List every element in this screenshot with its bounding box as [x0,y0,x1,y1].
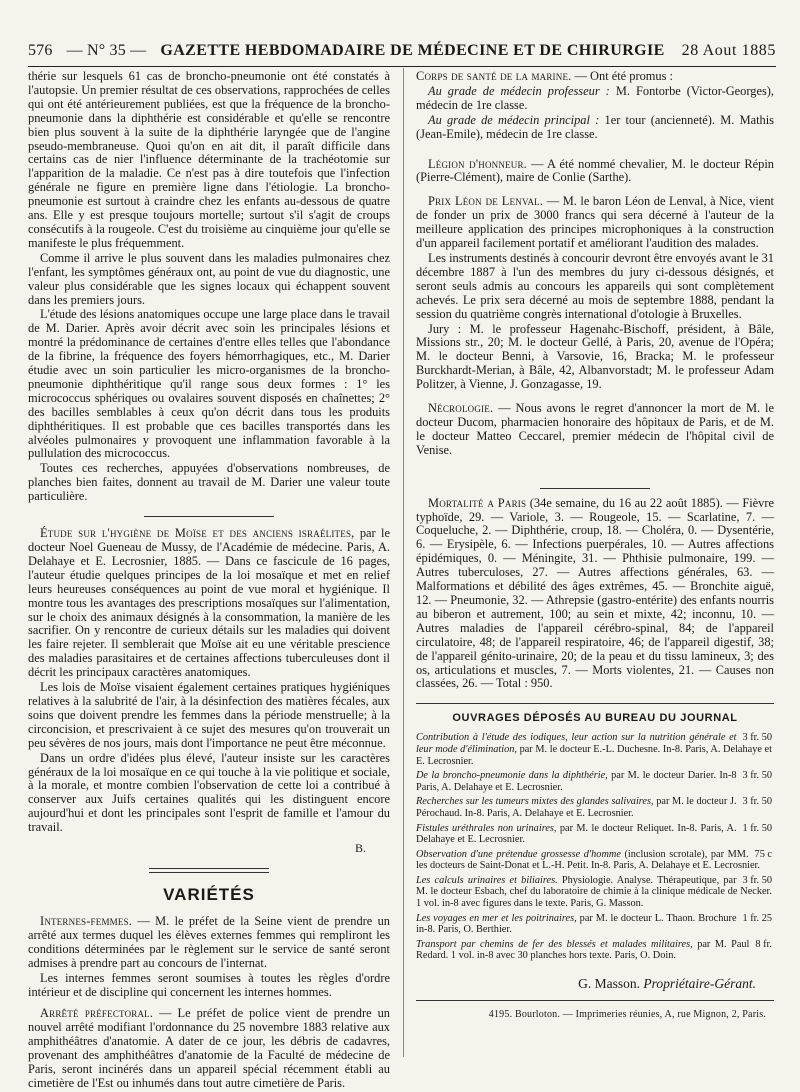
publisher-name: G. Masson. [578,976,641,992]
book-entry [416,875,774,910]
news-item-body: — Le préfet de police vient de prendre un nouvel arrêté modifiant l'ordonnance du 25 novembre 1883 relative aux amphithéâtres d'anatomie. A dater de ce jour, les débris de cadavres, provenant des amphithéâtres d'anatomie de la Faculté de médecine de Paris, seront incinérés dans un appareil spécial récemment établi au cimetière de l'Est ou inhumés dans tout autre cimetière de Paris. [28,1006,390,1090]
news-item [28,915,390,971]
book-details: par M. le docteur E.-L. Duchesne. In-8. Paris, A. Delahaye et E. Lecrosnier. [416,743,772,767]
author-signature: B. [354,841,366,856]
book-price: 75 c [754,848,772,860]
book-title: De la broncho-pneumonie dans la diphthérie, [416,770,608,782]
page-header [28,40,776,62]
news-item [416,402,774,458]
news-item-body: (34e semaine, du 16 au 22 août 1885). — Fièvre typhoïde, 29. — Variole, 3. — Rougeole, 15. — Scarlatine, 7. — Coqueluche, 2. — Diphthérie, croup, 18. — Choléra, 0. — Dysentérie, 6. — Erysipèle, 6. — Infections puerpérales, 10. — Autres affections épidémiques, 0. — Méningite, 31. — Phthisie pulmonaire, 199. — Autres tuberculoses, 27. — Autres affections générales, 63. — Malformations et débilité des âges extrêmes, 45. — Bronchite aiguë, 12. — Pneumonie, 32. — Athrepsie (gastro-entérite) des enfants nourris au biberon et autrement, 100; au sein et mixte, 42; inconnu, 10. — Autres maladies de l'appareil cérébro-spinal, 84; de l'appareil circulatoire, 48; de l'appareil respiratoire, 46; de l'appareil digestif, 38; de l'appareil génito-urinaire, 20; de la peau et du tissu lamineux, 3; des os, articulations et muscles, 7. — Morts violentes, 21. — Causes non classées, 26. — Total : 950. [416,495,774,691]
book-price: 1 fr. 50 [742,822,772,834]
book-price: 3 fr. 50 [742,732,772,744]
news-item-body: — Ont été promus : [571,69,673,83]
promotion-grade: Au grade de médecin principal : [428,112,600,127]
book-title: Contribution à l'étude des iodiques, leur action sur la nutrition générale et leur mode d'élimination, [416,732,737,755]
promotion-line [416,85,774,113]
news-item-body: — A été nommé chevalier, M. le docteur Répin (Pierre-Clément), maire de Conlie (Sarthe). [416,156,774,185]
book-price: 3 fr. 50 [742,796,772,808]
book-entry [416,913,774,936]
issue-date: 28 Aout 1885 [681,42,776,59]
column-divider [403,68,404,1057]
book-details: par M. le docteur L. Thaon. Brochure in-8. Paris, O. Berthier. [416,912,737,936]
book-details: par M. le docteur J. Pérochaud. In-8. Paris, A. Delahaye et E. Lecrosnier. [416,796,737,819]
right-column [416,70,774,1020]
book-entry [416,939,774,962]
news-item [416,158,774,186]
books-received-list [416,732,774,962]
book-entry [416,770,774,793]
article-paragraph: Dans un ordre d'idées plus élevé, l'auteur insiste sur les caractères généraux de la loi mosaïque en ce qui touche à la vie politique et sociale, à la morale, et montre combien l'observation de cette loi a contribué à conserver aux Juifs certaines qualités qui les distinguent encore aujourd'hui et dont les principales sont l'esprit de famille et l'amour du travail. [28,750,390,835]
book-price: 3 fr. 50 [742,874,772,886]
article-paragraph: L'étude des lésions anatomiques occupe une large place dans le travail de M. Darier. Après avoir décrit avec soin les principales lésions et montré la prédominance de certaines d'entre elles telles que l'abondance de la fibrine, la fréquence des foyers hémorrhagiques, etc., M. Darier étudie avec un soin particulier les micro-organismes de la broncho-pneumonie diphthéritique qu'il range sous deux formes : 1° les micrococcus sphériques ou ovalaires souvent disposés en chaînettes; 2° des bacilles semblables à ceux qu'on décrit dans tous les produits diphthéritiques. Il est probable que ces bacilles transportés dans les alvéoles pulmonaires y provoquent une inflammation favorable à la pullulation des micrococcus. [28,307,390,461]
book-entry [416,732,774,767]
article-paragraph: Comme il arrive le plus souvent dans les maladies pulmonaires chez l'enfant, les symptômes généraux ont, au point de vue du diagnostic, une valeur plus considérable que les signes locaux qui échappent souvent dans les premiers jours. [28,250,390,307]
news-item-title: Arrêté préfectoral. [40,1006,154,1021]
header-rule [28,66,776,67]
newspaper-page [28,0,776,1090]
section-heading-varietes: VARIÉTÉS [163,885,255,905]
review-body: par le docteur Noel Gueneau de Mussy, de l'Académie de médecine. Paris, A. Delahaye et E. Lecrosnier, 1885. — Dans ce fascicule de 16 pages, l'auteur étudie quelques principes de la loi mosaïque et met en relief leurs heureuses conséquences au point de vue moral et hygiénique. Il montre tous les avantages des prescriptions mosaïques sur l'alimentation, sur le choix des animaux désignés à la consommation, la manière de les sacrifier. On y rencontre de curieux détails sur les maladies qui doivent les faire rejeter. Il semblerait que Moïse ait eu une véritable prescience des maladies parasitaires et de certaines affections tuberculeuses dont il décrit les principaux caractères anatomiques. [28,526,390,680]
promotion-body: 1er tour (ancienneté). M. Mathis (Jean-Emile), médecin de 1re classe. [416,112,774,141]
publisher-role: Propriétaire-Gérant. [643,976,756,992]
book-details: par M. Paul Redard. 1 vol. in-8 avec 30 planches hors texte. Paris, O. Doin. [416,938,750,962]
page-number: 576 [28,42,53,59]
book-title: Les voyages en mer et les poitrinaires, [416,912,577,924]
section-rule [540,488,650,489]
news-item-title: Légion d'honneur. [428,156,527,171]
header-left [28,42,665,60]
news-item-body: — M. le baron Léon de Lenval, à Nice, vient de fonder un prix de 3000 francs qui sera décerné à l'auteur de la meilleure application des principes microphoniques à la construction d'un appareil facilement portatif et améliorant l'audition des malades. [416,194,774,251]
book-details: Physiologie. Analyse. Thérapeutique, par M. le docteur Esbach, chef du laboratoire de chimie à la clinique médicale de Necker. 1 vol. in-8 avec figures dans le texte. Paris, G. Masson. [416,874,772,910]
article-paragraph: Les internes femmes seront soumises à toutes les règles d'ordre intérieur et de discipline qui concernent les internes hommes. [28,970,390,999]
article-paragraph: Jury : M. le professeur Hagenahc-Bischoff, président, à Bâle, Missions str., 20; M. le docteur Gellé, à Paris, 20, avenue de l'Opéra; M. le docteur Benni, à Varsovie, 16, Bracka; M. le professeur Burckhardt-Merian, à Bâle, 42, Albanvorstadt; M. le professeur Adam Politzer, à Vienne, J. Gonzagasse, 19. [416,321,774,392]
news-item-body: — M. le préfet de la Seine vient de prendre un arrêté aux termes duquel les élèves externes femmes qui rempliront les conditions déterminées par le règlement sur le service de santé seront admises à prendre part au concours de l'internat. [28,914,390,970]
news-item [28,1007,390,1090]
books-received-heading: OUVRAGES DÉPOSÉS AU BUREAU DU JOURNAL [452,712,738,725]
promotion-grade: Au grade de médecin professeur : [428,83,610,98]
review-paragraph [28,527,390,680]
printer-imprint: 4195. Bourloton. — Imprimeries réunies, A, rue Mignon, 2, Paris. [488,1009,766,1021]
news-item-title: Prix Léon de Lenval. [428,194,544,209]
book-entry [416,796,774,819]
book-title: Observation d'une prétendue grossesse d'homme [416,848,621,860]
book-entry [416,823,774,846]
section-rule [149,868,269,873]
book-details: (inclusion scrotale), par MM. les docteurs de Saint-Donat et L.-H. Petit. In-8. Paris, A. Delahaye et E. Lecrosnier. [416,848,760,872]
book-price: 3 fr. 50 [742,770,772,782]
article-paragraph: thérie sur lesquels 61 cas de broncho-pneumonie ont été constatés à l'autopsie. Un premier résultat de ces observations, rapprochées de celles qui ont été antérieurement publiées, est que la fréquence de la broncho-pneumonie dans la diphthérie est considérable et qu'elle se rencontre bien plus souvent à la suite de la diphthérie laryngée que de l'angine pseudo-membraneuse. Quoi qu'on en ait dit, il paraît difficile dans certains cas de nier l'influence déterminante de la trachéotomie sur l'apparition de la maladie. Ce n'est pas à dire toutefois que l'infection générale ne figure en première ligne dans l'étiologie. La broncho-pneumonie est surtout à craindre chez les enfants au-dessous de quatre ans. Elle y est presque toujours mortelle; surtout s'il s'agit de croups consécutifs à la rougeole. C'est du troisième au cinquième jour qu'elle se manifeste le plus fréquemment. [28,69,390,250]
left-column [28,70,390,1092]
book-title: Recherches sur les tumeurs mixtes des glandes salivaires, [416,796,654,808]
footer-rule [416,1000,774,1001]
news-item-title: Corps de santé de la marine. [416,69,572,83]
news-item-title: Mortalité a Paris [428,495,527,510]
section-rule [416,703,774,704]
article-paragraph: Les lois de Moïse visaient également certaines pratiques hygiéniques relatives à la salubrité de l'air, à la désinfection des matières fécales, aux soins que doivent prendre les femmes dans la période menstruelle; à la circoncision, et prescrivaient à ce sujet des mesures qu'on trouverait un peu sévères de nos jours, mais dont l'importance ne peut être méconnue. [28,680,390,750]
article-paragraph: Les instruments destinés à concourir devront être envoyés avant le 31 décembre 1887 à l'un des membres du jury ci-dessous désignés, et seront seuls admis au concours les appareils qui sont complètement achevés. Le prix sera décerné au mois de septembre 1888, pendant la session du quatrième congrès international d'otologie à Bruxelles. [416,250,774,321]
publisher-signature [416,976,756,992]
issue-number: — N° 35 — [66,42,147,59]
book-entry [416,849,774,872]
article-paragraph: Toutes ces recherches, appuyées d'observations nombreuses, de planches bien faites, donnent au travail de M. Darier une valeur toute particulière. [28,461,390,504]
book-title: Fistules uréthrales non urinaires, [416,822,557,834]
book-title: Transport par chemins de fer des blessés et malades militaires, [416,938,693,950]
news-item-title: Internes-femmes. [40,914,133,929]
news-item [416,195,774,251]
book-price: 1 fr. 25 [742,912,772,924]
book-title: Les calculs urinaires et biliaires. [416,874,558,886]
journal-title: GAZETTE HEBDOMADAIRE DE MÉDECINE ET DE CHIRURGIE [160,42,665,59]
review-title: Étude sur l'hygiène de Moïse et des anciens israélites, [40,526,355,541]
news-item-title: Nécrologie. [428,401,494,416]
book-price: 8 fr. [755,938,772,950]
news-item-body: — Nous avons le regret d'annoncer la mort de M. le docteur Ducom, pharmacien honoraire des hôpitaux de Paris, et de M. le docteur Matteo Ceccarel, premier médecin de l'hôpital civil de Venise. [416,401,774,457]
mortality-report [416,497,774,692]
book-details: par M. le docteur Reliquet. In-8. Paris, A. Delahaye et E. Lecrosnier. [416,822,737,846]
book-details: par M. le docteur Darier. In-8 Paris, A. Delahaye et E. Lecrosnier. [416,770,737,793]
promotion-body: M. Fontorbe (Victor-Georges), médecin de 1re classe. [416,83,774,112]
news-item [416,70,774,84]
section-rule [144,516,274,517]
promotion-line [416,114,774,142]
